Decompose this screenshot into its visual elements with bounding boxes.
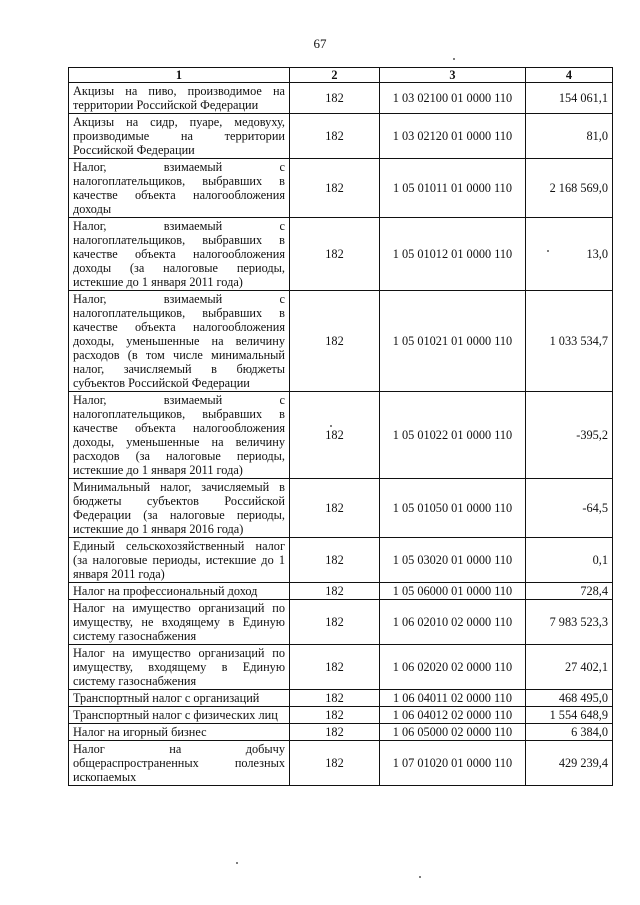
amount: 7 983 523,3 xyxy=(526,600,613,645)
revenue-table xyxy=(68,67,613,786)
page-number: 67 xyxy=(313,36,327,51)
table-row xyxy=(69,645,613,690)
col-header-3: 3 xyxy=(380,68,526,83)
budget-code: 1 07 01020 01 0000 110 xyxy=(380,741,526,786)
table-row xyxy=(69,114,613,159)
admin-code: 182 xyxy=(290,83,380,114)
table-row xyxy=(69,291,613,392)
tax-name: Налог, взимаемый с налогоплательщиков, выбравших в качестве объекта налогообложения доходы, уменьшенные на величину расходов (за налоговые периоды, истекшие до 1 января 2011 года) xyxy=(69,392,290,479)
admin-code: 182 xyxy=(290,392,380,479)
amount: 1 033 534,7 xyxy=(526,291,613,392)
tax-name: Минимальный налог, зачисляемый в бюджеты субъектов Российской Федерации (за налоговые периоды, истекшие до 1 января 2016 года) xyxy=(69,479,290,538)
admin-code: 182 xyxy=(290,159,380,218)
budget-code: 1 05 01022 01 0000 110 xyxy=(380,392,526,479)
table-row xyxy=(69,479,613,538)
budget-code: 1 06 02020 02 0000 110 xyxy=(380,645,526,690)
table-row xyxy=(69,724,613,741)
table-row xyxy=(69,583,613,600)
amount: 81,0 xyxy=(526,114,613,159)
amount: 6 384,0 xyxy=(526,724,613,741)
tax-name: Акцизы на сидр, пуаре, медовуху, производимые на территории Российской Федерации xyxy=(69,114,290,159)
tax-name: Акцизы на пиво, производимое на территории Российской Федерации xyxy=(69,83,290,114)
tax-name: Налог на профессиональный доход xyxy=(69,583,290,600)
tax-name: Налог, взимаемый с налогоплательщиков, выбравших в качестве объекта налогообложения доходы (за налоговые периоды, истекшие до 1 января 2011 года) xyxy=(69,218,290,291)
tax-name: Налог на имущество организаций по имуществу, входящему в Единую систему газоснабжения xyxy=(69,645,290,690)
amount: 468 495,0 xyxy=(526,690,613,707)
tax-name: Единый сельскохозяйственный налог (за налоговые периоды, истекшие до 1 января 2011 года) xyxy=(69,538,290,583)
table-row xyxy=(69,707,613,724)
budget-code: 1 05 01021 01 0000 110 xyxy=(380,291,526,392)
amount: 429 239,4 xyxy=(526,741,613,786)
header-row xyxy=(69,68,613,83)
amount: -64,5 xyxy=(526,479,613,538)
admin-code: 182 xyxy=(290,291,380,392)
budget-code: 1 03 02100 01 0000 110 xyxy=(380,83,526,114)
table-row xyxy=(69,83,613,114)
budget-code: 1 05 01011 01 0000 110 xyxy=(380,159,526,218)
tax-name: Налог на добычу общераспространенных полезных ископаемых xyxy=(69,741,290,786)
scan-speck xyxy=(453,58,455,60)
table-row xyxy=(69,600,613,645)
admin-code: 182 xyxy=(290,218,380,291)
tax-name: Транспортный налог с физических лиц xyxy=(69,707,290,724)
admin-code: 182 xyxy=(290,707,380,724)
admin-code: 182 xyxy=(290,724,380,741)
scan-speck xyxy=(236,862,238,864)
budget-code: 1 06 05000 02 0000 110 xyxy=(380,724,526,741)
col-header-4: 4 xyxy=(526,68,613,83)
admin-code: 182 xyxy=(290,645,380,690)
amount: 1 554 648,9 xyxy=(526,707,613,724)
tax-name: Транспортный налог с организаций xyxy=(69,690,290,707)
tax-name: Налог на имущество организаций по имуществу, не входящему в Единую систему газоснабжения xyxy=(69,600,290,645)
tax-name: Налог, взимаемый с налогоплательщиков, выбравших в качестве объекта налогообложения доходы xyxy=(69,159,290,218)
amount: 27 402,1 xyxy=(526,645,613,690)
amount: -395,2 xyxy=(526,392,613,479)
col-header-1: 1 xyxy=(69,68,290,83)
budget-code: 1 05 01012 01 0000 110 xyxy=(380,218,526,291)
admin-code: 182 xyxy=(290,538,380,583)
admin-code: 182 xyxy=(290,583,380,600)
budget-code: 1 05 06000 01 0000 110 xyxy=(380,583,526,600)
col-header-2: 2 xyxy=(290,68,380,83)
budget-code: 1 05 01050 01 0000 110 xyxy=(380,479,526,538)
tax-name: Налог, взимаемый с налогоплательщиков, выбравших в качестве объекта налогообложения доходы, уменьшенные на величину расходов (в том числе минимальный налог, зачисляемый в бюджеты субъектов Российской Федерации xyxy=(69,291,290,392)
tax-name: Налог на игорный бизнес xyxy=(69,724,290,741)
table-row xyxy=(69,538,613,583)
scan-speck xyxy=(547,250,549,252)
admin-code: 182 xyxy=(290,479,380,538)
scan-speck xyxy=(419,876,421,878)
budget-code: 1 06 02010 02 0000 110 xyxy=(380,600,526,645)
table-row xyxy=(69,741,613,786)
amount: 13,0 xyxy=(526,218,613,291)
table-row xyxy=(69,218,613,291)
table-row xyxy=(69,159,613,218)
scan-speck xyxy=(330,425,332,427)
budget-code: 1 06 04011 02 0000 110 xyxy=(380,690,526,707)
amount: 728,4 xyxy=(526,583,613,600)
budget-code: 1 05 03020 01 0000 110 xyxy=(380,538,526,583)
amount: 0,1 xyxy=(526,538,613,583)
table-row xyxy=(69,690,613,707)
table-row xyxy=(69,392,613,479)
budget-code: 1 03 02120 01 0000 110 xyxy=(380,114,526,159)
admin-code: 182 xyxy=(290,600,380,645)
amount: 154 061,1 xyxy=(526,83,613,114)
admin-code: 182 xyxy=(290,741,380,786)
budget-code: 1 06 04012 02 0000 110 xyxy=(380,707,526,724)
amount: 2 168 569,0 xyxy=(526,159,613,218)
admin-code: 182 xyxy=(290,114,380,159)
admin-code: 182 xyxy=(290,690,380,707)
